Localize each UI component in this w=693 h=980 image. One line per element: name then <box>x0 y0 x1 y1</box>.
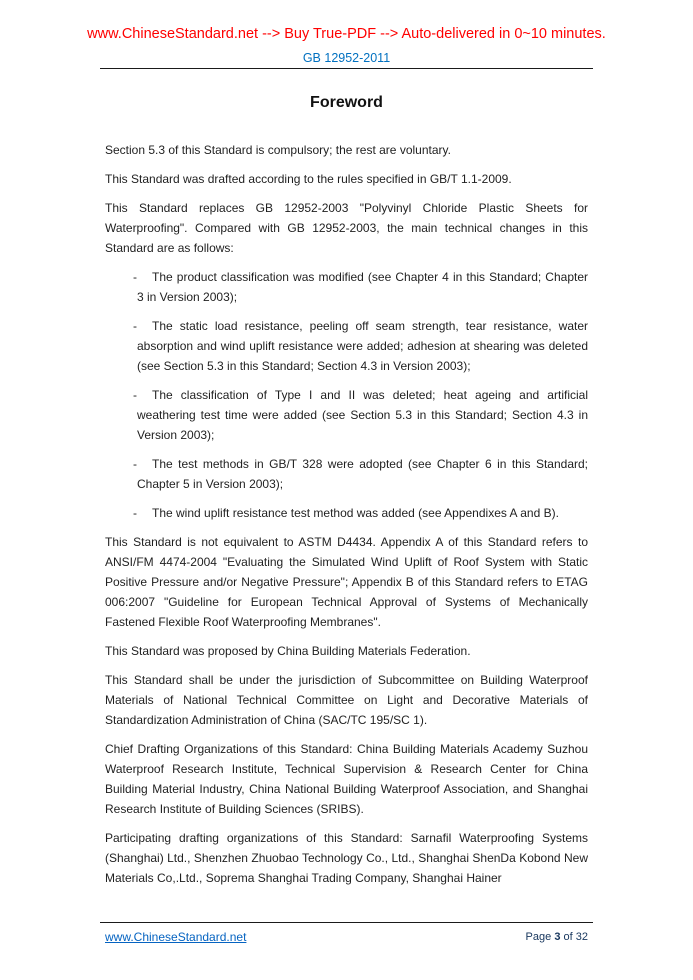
paragraph: This Standard replaces GB 12952-2003 "Polyvinyl Chloride Plastic Sheets for Waterproofing". Compared with GB 12952-2003, the main technical changes in this Standard are as follows: <box>105 201 588 255</box>
paragraph: This Standard was drafted according to the rules specified in GB/T 1.1-2009. <box>105 172 512 186</box>
page-number: 3 <box>554 931 561 943</box>
bullet-item <box>105 385 588 445</box>
page-title: Foreword <box>310 94 383 111</box>
bullet-text: The static load resistance, peeling off seam strength, tear resistance, water absorption and wind uplift resistance were added; adhesion at shearing was deleted (see Section 5.3 in this Standard; Section 4.3 in Version 2003); <box>137 319 588 373</box>
bullet-dash: - <box>133 506 137 520</box>
paragraph: This Standard was proposed by China Building Materials Federation. <box>105 644 471 658</box>
bullet-item <box>105 454 588 494</box>
document-body <box>105 86 588 897</box>
bullet-dash: - <box>133 457 137 471</box>
paragraph: Chief Drafting Organizations of this Standard: China Building Materials Academy Suzhou Waterproof Research Institute, Technical Supervision & Research Center for China Building Material Industry, China National Building Waterproof Association, and Shanghai Research Institute of Building Sciences (SRIBS). <box>105 742 588 816</box>
paragraph: Section 5.3 of this Standard is compulsory; the rest are voluntary. <box>105 143 451 157</box>
bullet-text: The product classification was modified (see Chapter 4 in this Standard; Chapter 3 in Version 2003); <box>137 270 588 304</box>
bullet-dash: - <box>133 388 137 402</box>
page-word: Page <box>525 931 552 943</box>
bullet-item <box>105 316 588 376</box>
page-indicator <box>526 931 588 943</box>
bullet-text: The test methods in GB/T 328 were adopted (see Chapter 6 in this Standard; Chapter 5 in Version 2003); <box>137 457 588 491</box>
changes-bullet-list <box>105 267 588 523</box>
bullet-text: The wind uplift resistance test method was added (see Appendixes A and B). <box>152 506 559 520</box>
bullet-item <box>105 267 588 307</box>
bullet-dash: - <box>133 319 137 333</box>
bullet-text: The classification of Type I and II was deleted; heat ageing and artificial weathering test time were added (see Section 5.3 in this Standard; Section 4.3 in Version 2003); <box>137 388 588 442</box>
paragraph: Participating drafting organizations of this Standard: Sarnafil Waterproofing Systems (Shanghai) Ltd., Shenzhen Zhuobao Technology Co., Ltd., Shanghai ShenDa Kobond New Materials Co,.Ltd., Soprema Shanghai Trading Company, Shanghai Hainer <box>105 831 588 885</box>
standard-number: GB 12952-2011 <box>302 51 391 65</box>
paragraph: This Standard shall be under the jurisdiction of Subcommittee on Building Waterproof Materials of National Technical Committee on Light and Decorative Materials of Standardization Administration of China (SAC/TC 195/SC 1). <box>105 673 588 727</box>
header-divider <box>100 68 593 69</box>
promo-banner-link[interactable]: www.ChineseStandard.net --> Buy True-PDF --> Auto-delivered in 0~10 minutes. <box>87 26 606 42</box>
paragraph: This Standard is not equivalent to ASTM D4434. Appendix A of this Standard refers to ANSI/FM 4474-2004 "Evaluating the Simulated Wind Uplift of Roof System with Static Positive Pressure and/or Negative Pressure"; Appendix B of this Standard refers to ETAG 006:2007 "Guideline for European Technical Approval of Systems of Mechanically Fastened Flexible Roof Waterproofing Membranes". <box>105 535 588 629</box>
footer-site-link[interactable]: www.ChineseStandard.net <box>105 930 247 944</box>
bullet-dash: - <box>133 270 137 284</box>
of-word: of <box>563 931 573 943</box>
bullet-item <box>105 503 588 523</box>
footer-divider <box>100 922 593 923</box>
total-pages: 32 <box>575 931 588 943</box>
